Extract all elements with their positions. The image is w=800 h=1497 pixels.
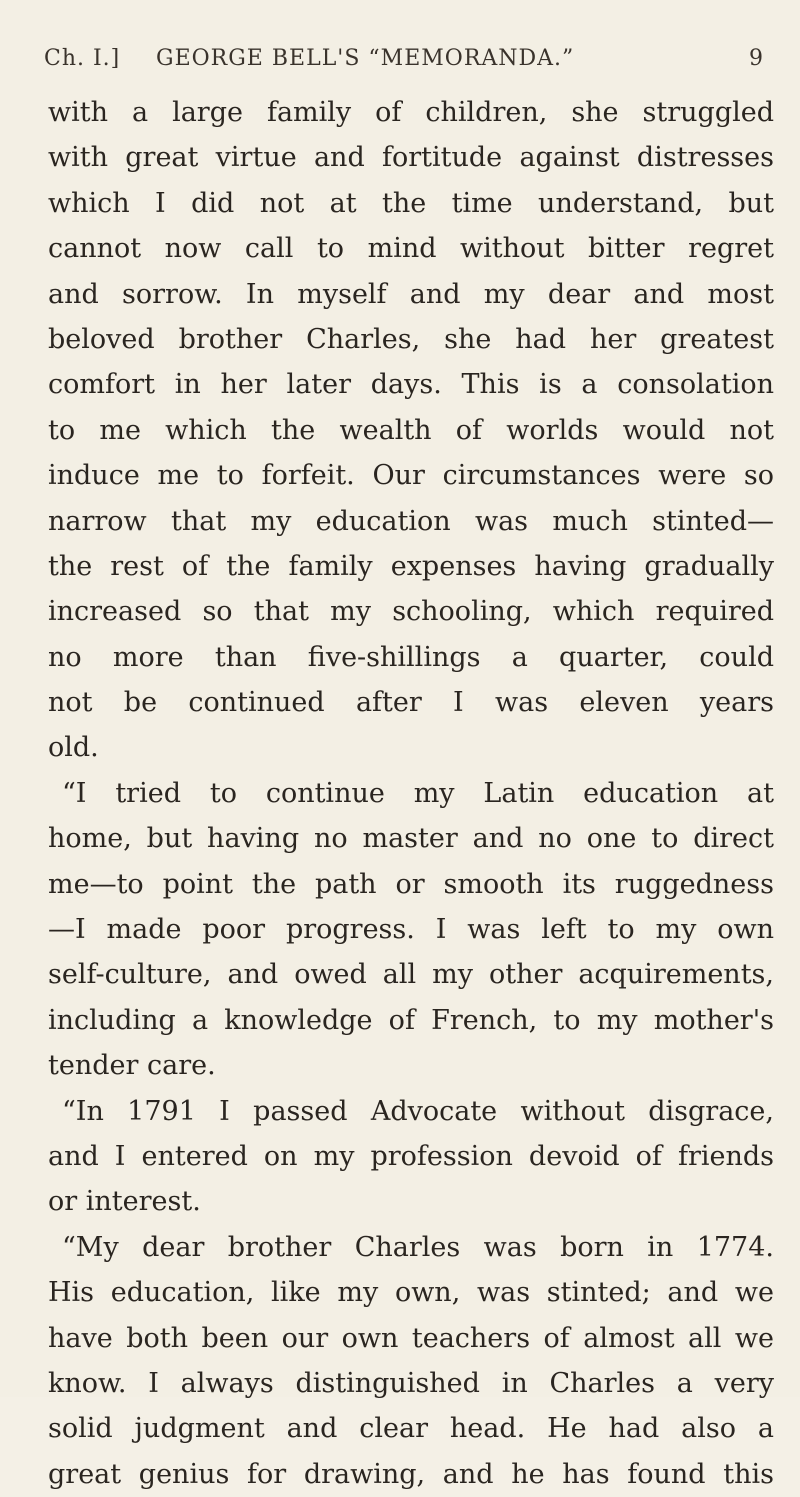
text-line: no more than five-shillings a quarter, could [48,641,774,673]
text-line: His education, like my own, was stinted; and we [48,1277,774,1309]
text-line: the rest of the family expenses having gradually [48,550,774,582]
paragraph-start-line: “In 1791 I passed Advocate without disgrace, [62,1095,774,1127]
text-line: —I made poor progress. I was left to my own [48,914,774,946]
text-line: home, but having no master and no one to direct [48,823,774,855]
paragraph-start-line: “I tried to continue my Latin education at [62,777,774,809]
text-line: solid judgment and clear head. He had also a [48,1413,774,1445]
text-line: with great virtue and fortitude against distresses [48,142,774,174]
text-line: self-culture, and owed all my other acquirements, [48,959,774,991]
text-line: not be continued after I was eleven years [48,687,774,719]
text-line: me—to point the path or smooth its ruggedness [48,868,774,900]
text-line: beloved brother Charles, she had her greatest [48,323,774,355]
text-line: and I entered on my profession devoid of friends [48,1140,774,1172]
running-header [44,46,764,86]
running-title: GEORGE BELL'S “MEMORANDA.” [156,46,575,71]
text-line: or interest. [48,1186,201,1218]
text-line: narrow that my education was much stinted— [48,505,774,537]
paragraph-start-line: “My dear brother Charles was born in 1774. [62,1231,774,1263]
text-line: which I did not at the time understand, but [48,187,774,219]
text-line: induce me to forfeit. Our circumstances were so [48,460,774,492]
text-line: cannot now call to mind without bitter regret [48,233,774,265]
text-line: tender care. [48,1050,216,1082]
text-line: old. [48,732,99,764]
text-line: with a large family of children, she struggled [48,97,774,128]
text-line: know. I always distinguished in Charles a very [48,1367,774,1399]
text-line: increased so that my schooling, which required [48,596,774,628]
text-line: and sorrow. In myself and my dear and most [48,278,774,310]
text-line: including a knowledge of French, to my mother's [48,1004,774,1036]
chapter-label: Ch. I.] [44,46,121,71]
page-number: 9 [749,46,764,71]
text-line: comfort in her later days. This is a consolation [48,369,774,401]
text-line: great genius for drawing, and he has found this [48,1458,774,1490]
text-line: to me which the wealth of worlds would not [48,414,774,446]
body-text [48,90,774,1497]
text-line: have both been our own teachers of almost all we [48,1322,774,1354]
